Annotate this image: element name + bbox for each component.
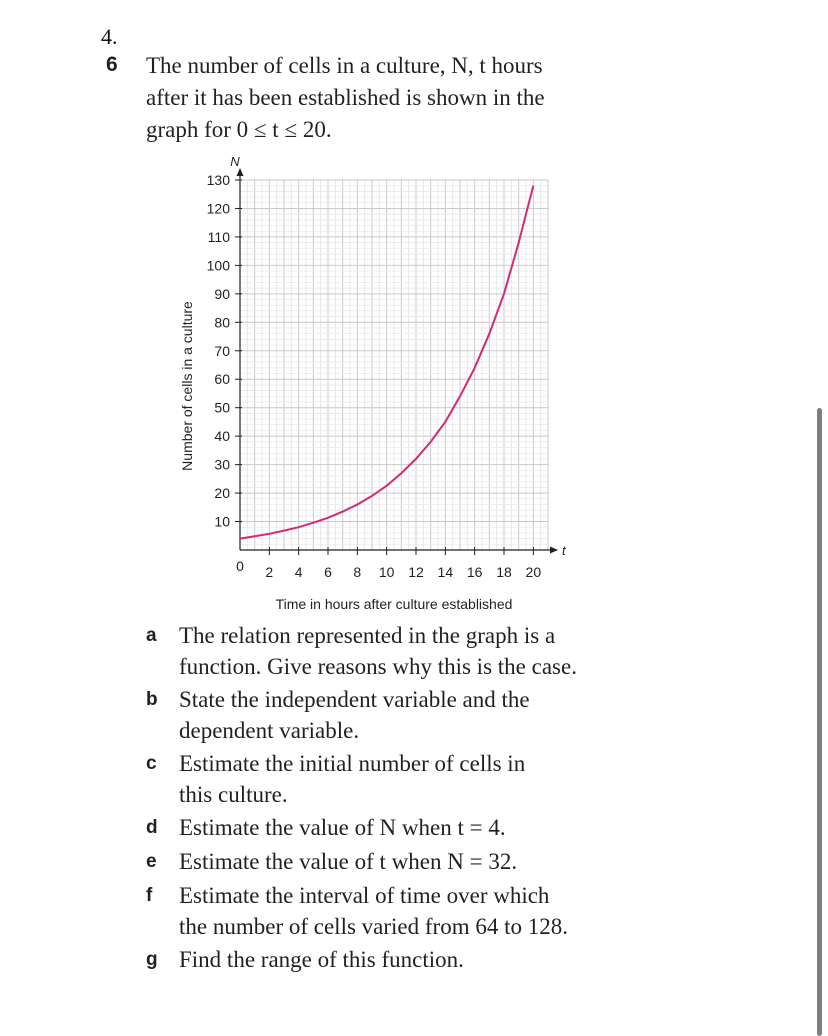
y-tick-label: 70 (214, 342, 230, 359)
part-text-line: the number of cells varied from 64 to 128. (179, 914, 568, 939)
question-line: graph for 0 ≤ t ≤ 20. (146, 117, 332, 142)
y-tick-label: 130 (206, 172, 230, 188)
x-axis-arrow (550, 547, 558, 554)
x-tick-label: 8 (353, 564, 362, 580)
part-text-line: The relation represented in the graph is a (179, 623, 556, 648)
y-tick-label: 90 (214, 285, 230, 302)
y-tick-label: 120 (206, 200, 230, 217)
chart-grid (240, 180, 548, 550)
part-text-line: this culture. (179, 782, 288, 807)
part-text-line: Estimate the value of N when t = 4. (179, 815, 506, 840)
part-text-line: dependent variable. (179, 718, 360, 743)
part-text (179, 846, 659, 877)
part-text (179, 620, 659, 682)
y-axis-symbol: N (230, 154, 240, 169)
y-tick-label: 40 (214, 428, 230, 445)
x-tick-label: 10 (378, 564, 395, 580)
part-letter: d (146, 817, 158, 838)
part-letter: g (146, 949, 158, 970)
part-letter: f (146, 885, 153, 906)
y-tick-label: 10 (214, 513, 230, 530)
x-axis-title: Time in hours after culture established (275, 596, 513, 612)
part-text (179, 944, 659, 975)
y-tick-label: 20 (214, 485, 230, 502)
y-axis-title: Number of cells in a culture (179, 301, 195, 471)
x-tick-label: 20 (525, 564, 542, 580)
vertical-scrollbar[interactable] (817, 408, 822, 1036)
part-letter: e (146, 851, 157, 872)
origin-label: 0 (236, 558, 244, 574)
part-text-line: State the independent variable and the (179, 687, 530, 712)
part-letter: b (146, 689, 158, 710)
x-tick-label: 18 (496, 564, 512, 580)
x-tick-label: 4 (294, 564, 303, 580)
y-tick-label: 60 (214, 371, 230, 388)
outer-question-number: 4. (101, 24, 118, 49)
x-tick-label: 14 (437, 564, 454, 580)
x-tick-label: 12 (408, 564, 424, 580)
part-text-line: Estimate the interval of time over which (179, 883, 550, 908)
chart-ticks (207, 172, 542, 580)
part-text-line: Estimate the value of t when N = 32. (179, 849, 518, 874)
question-line: The number of cells in a culture, N, t hours (146, 53, 543, 78)
part-letter: a (146, 625, 157, 646)
cell-growth-chart (170, 150, 590, 620)
part-text (179, 880, 659, 942)
part-text-line: Find the range of this function. (179, 947, 464, 972)
x-axis-symbol: t (562, 543, 566, 558)
question-line: after it has been established is shown in the (146, 85, 545, 110)
y-tick-label: 80 (214, 314, 230, 331)
part-text (179, 748, 659, 810)
x-tick-label: 6 (324, 564, 332, 580)
x-tick-label: 16 (466, 564, 483, 580)
part-text-line: Estimate the initial number of cells in (179, 751, 526, 776)
part-letter: c (146, 753, 157, 774)
x-tick-label: 2 (265, 564, 274, 580)
question-stem (146, 50, 646, 146)
question-number: 6 (106, 53, 118, 76)
part-text-line: function. Give reasons why this is the case. (179, 654, 577, 679)
y-tick-label: 110 (207, 228, 230, 245)
part-text (179, 812, 659, 843)
y-tick-label: 30 (214, 456, 230, 473)
y-axis-arrow (237, 168, 244, 176)
y-tick-label: 100 (206, 257, 230, 274)
y-tick-label: 50 (214, 399, 230, 416)
part-text (179, 684, 659, 746)
